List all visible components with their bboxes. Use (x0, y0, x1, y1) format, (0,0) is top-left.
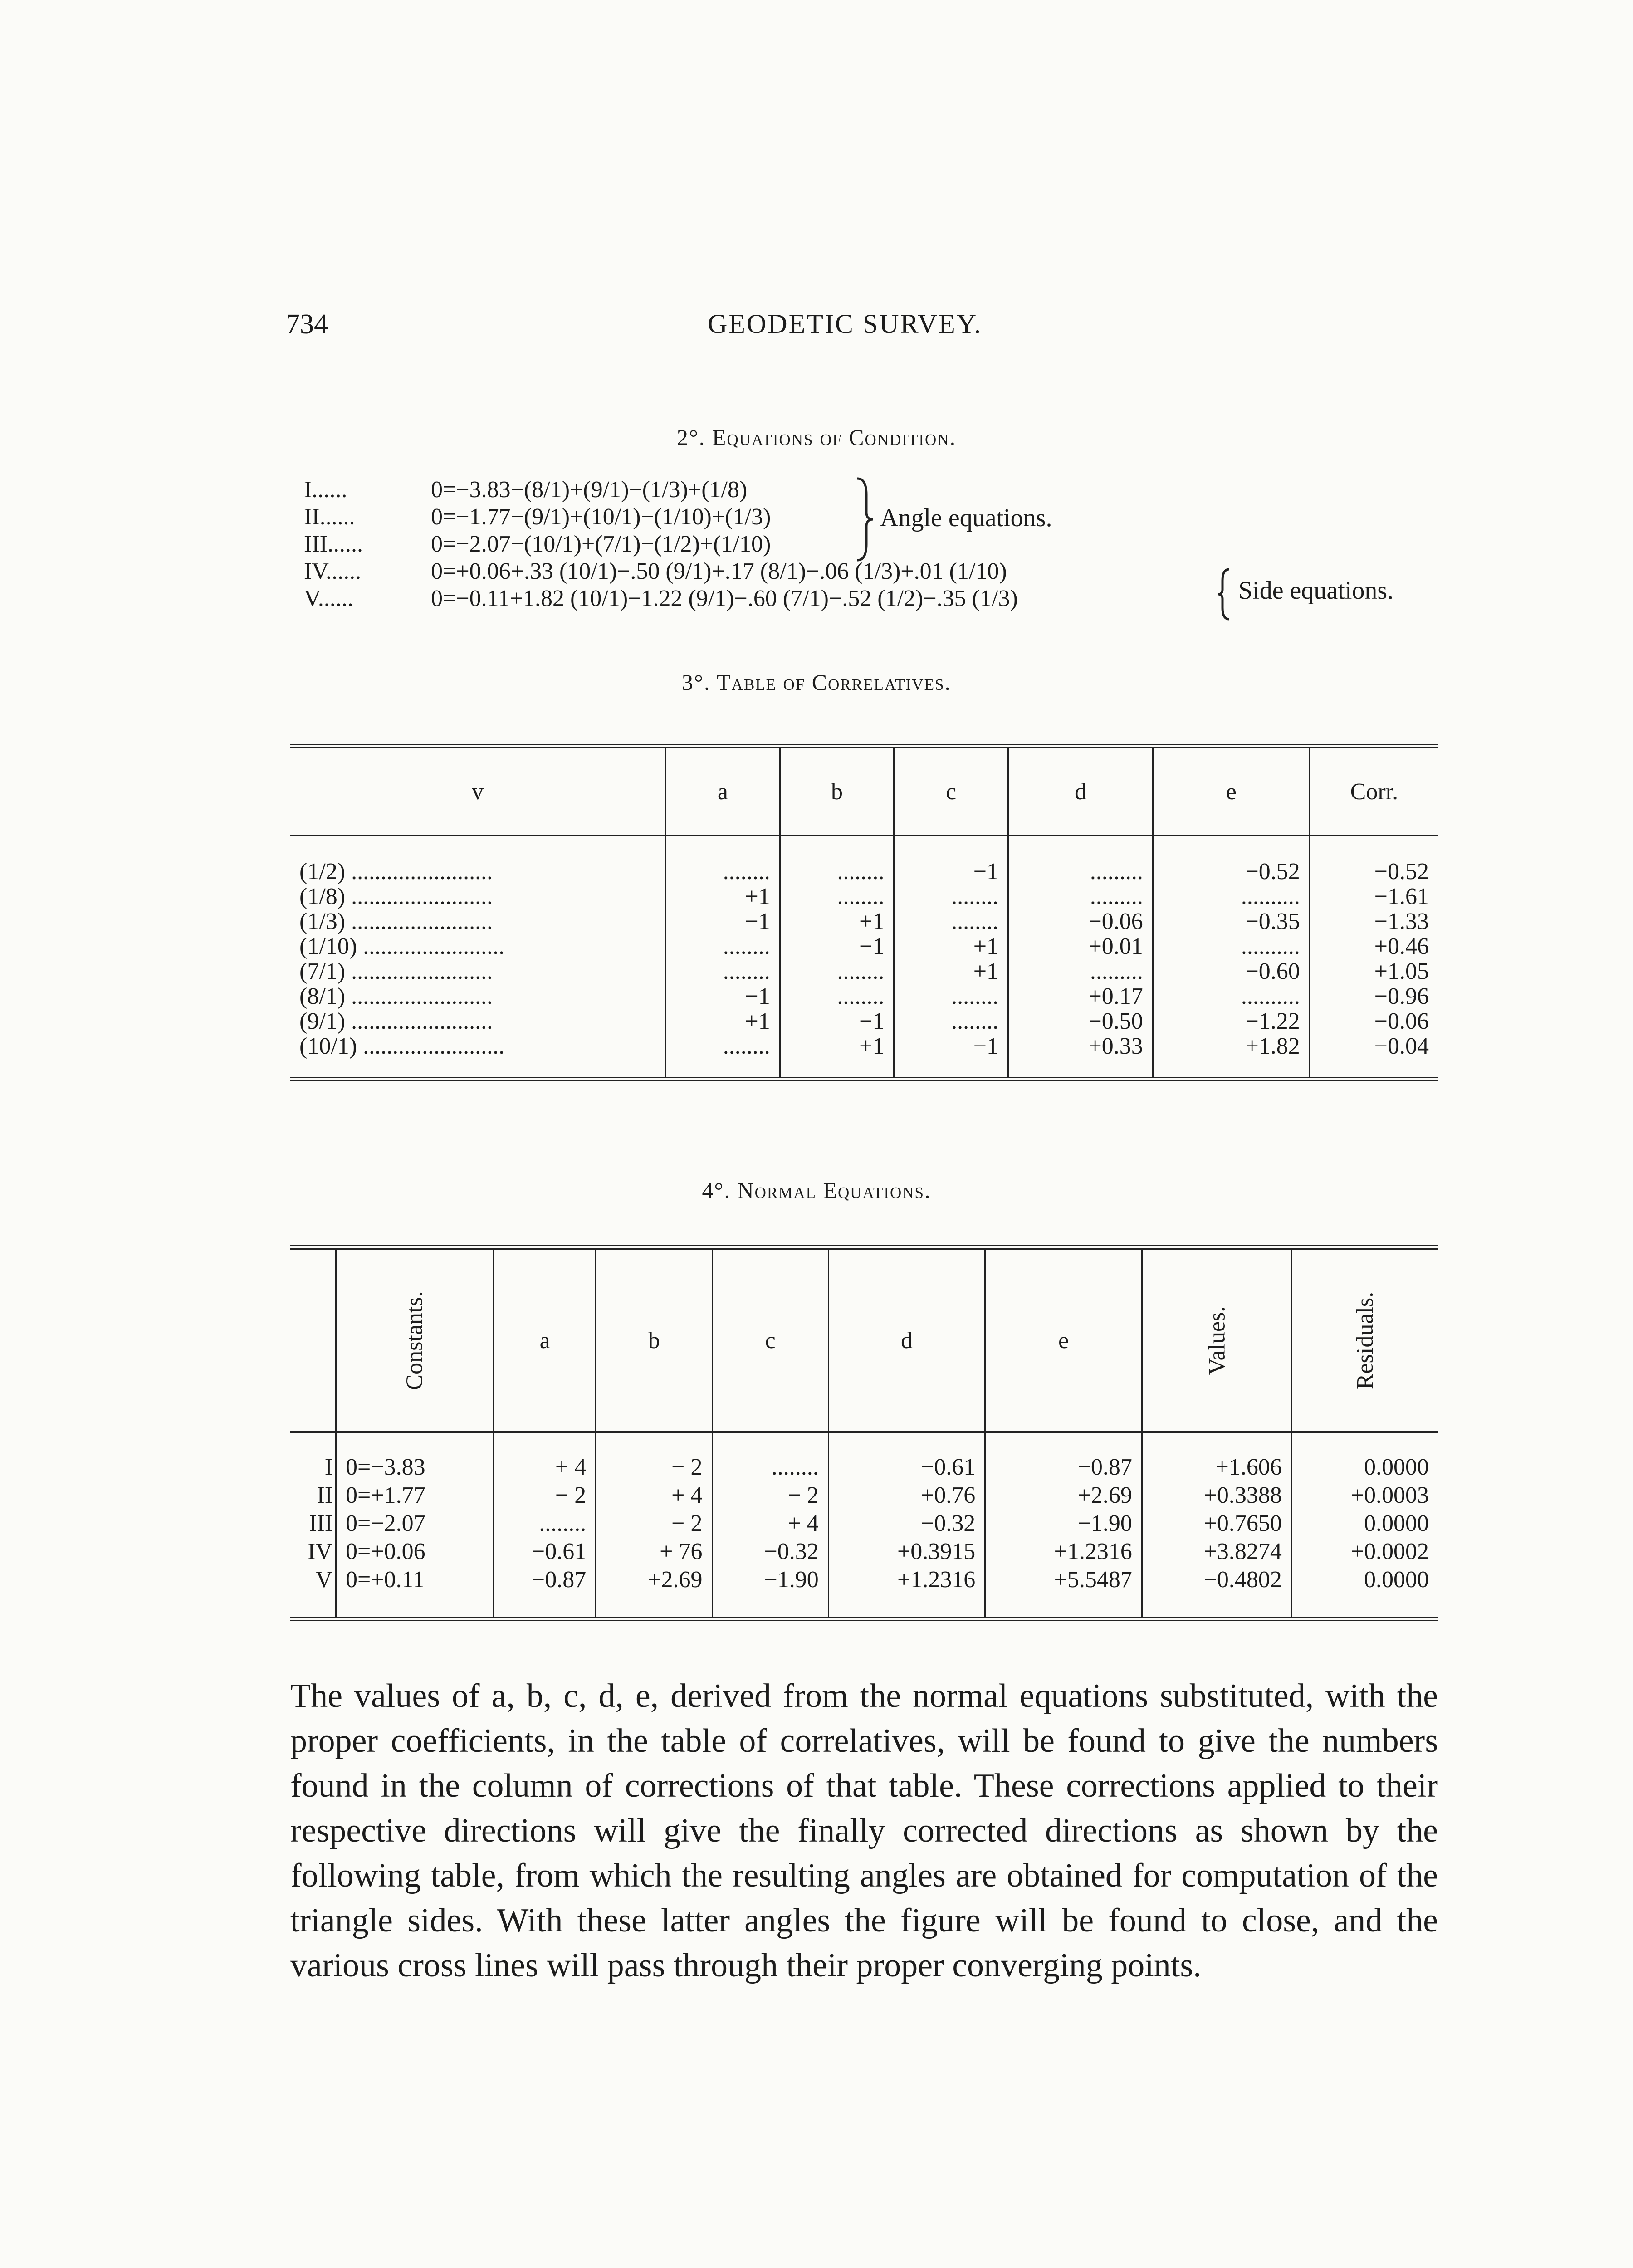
table-row: II 0=+1.77 − 2 + 4 − 2 +0.76 +2.69 +0.3388 +0.0003 (290, 1481, 1438, 1510)
col-header-residuals: Residuals. (1291, 1247, 1438, 1432)
correlatives-table (290, 744, 1438, 1081)
col-header-c: c (894, 746, 1008, 836)
col-header-b: b (780, 746, 894, 836)
normal-equations-table (290, 1245, 1438, 1621)
condition-equation-3: III...... 0=−2.07−(10/1)+(7/1)−(1/2)+(1/10) (304, 531, 771, 557)
col-header-a: a (494, 1247, 596, 1432)
table-row: (1/8) ........................ +1 ........ ........ ......... .......... −1.61 (290, 884, 1438, 909)
correlatives-header-row (290, 746, 1438, 836)
condition-equation-5: V...... 0=−0.11+1.82 (10/1)−1.22 (9/1)−.60 (7/1)−.52 (1/2)−.35 (1/3) (304, 586, 1018, 611)
col-header-e: e (1153, 746, 1310, 836)
normal-header-row (290, 1247, 1438, 1432)
table-row: (1/10) ........................ ........ −1 +1 +0.01 .......... +0.46 (290, 934, 1438, 959)
condition-heading: 2°. Equations of Condition. (676, 425, 957, 450)
table-row: IV 0=+0.06 −0.61 + 76 −0.32 +0.3915 +1.2316 +3.8274 +0.0002 (290, 1538, 1438, 1566)
col-header-row-number (290, 1247, 336, 1432)
table-row: (1/2) ........................ ........ ........ −1 ......... −0.52 −0.52 (290, 836, 1438, 884)
condition-equation-4: IV...... 0=+0.06+.33 (10/1)−.50 (9/1)+.17 (8/1)−.06 (1/3)+.01 (1/10) (304, 558, 1007, 584)
page-number: 734 (286, 309, 328, 340)
side-brace (1216, 567, 1238, 621)
col-header-values: Values. (1142, 1247, 1291, 1432)
table-row: (9/1) ........................ +1 −1 ........ −0.50 −1.22 −0.06 (290, 1009, 1438, 1034)
condition-equation-1: I...... 0=−3.83−(8/1)+(9/1)−(1/3)+(1/8) (304, 477, 748, 503)
angle-equations-label: Angle equations. (880, 504, 1052, 532)
side-equations-label: Side equations. (1238, 577, 1394, 605)
condition-equation-2: II...... 0=−1.77−(9/1)+(10/1)−(1/10)+(1/3) (304, 504, 771, 530)
table-row: (10/1) ........................ ........ +1 −1 +0.33 +1.82 −0.04 (290, 1034, 1438, 1079)
angle-brace (853, 476, 880, 562)
col-header-e: e (985, 1247, 1142, 1432)
col-header-constants: Constants. (336, 1247, 494, 1432)
col-header-b: b (596, 1247, 712, 1432)
col-header-c: c (712, 1247, 828, 1432)
table-row: (1/3) ........................ −1 +1 ........ −0.06 −0.35 −1.33 (290, 909, 1438, 934)
col-header-d: d (828, 1247, 985, 1432)
col-header-d: d (1008, 746, 1153, 836)
col-header-corr: Corr. (1310, 746, 1438, 836)
normal-equations-heading: 4°. Normal Equations. (702, 1178, 931, 1203)
table-row: (8/1) ........................ −1 ........ ........ +0.17 .......... −0.96 (290, 984, 1438, 1009)
table-row: I 0=−3.83 + 4 − 2 ........ −0.61 −0.87 +1.606 0.0000 (290, 1432, 1438, 1481)
table-row: III 0=−2.07 ........ − 2 + 4 −0.32 −1.90 +0.7650 0.0000 (290, 1510, 1438, 1538)
body-paragraph: The values of a, b, c, d, e, derived from the normal equations substituted, with the proper coefficients, in the table of correlatives, will be found to give the numbers found in the column of corrections of that table. These corrections applied to their respective directions will give the finally corrected directions as shown by the following table, from which the resulting angles are obtained for computation of the triangle sides. With these latter angles the figure will be found to close, and the various cross lines will pass through their proper converging points. (290, 1677, 1438, 1984)
col-header-v: v (290, 746, 666, 836)
col-header-a: a (666, 746, 780, 836)
table-row: (7/1) ........................ ........ ........ +1 ......... −0.60 +1.05 (290, 959, 1438, 984)
correlatives-heading: 3°. Table of Correlatives. (682, 670, 951, 695)
running-title: GEODETIC SURVEY. (708, 309, 983, 339)
table-row: V 0=+0.11 −0.87 +2.69 −1.90 +1.2316 +5.5487 −0.4802 0.0000 (290, 1566, 1438, 1619)
